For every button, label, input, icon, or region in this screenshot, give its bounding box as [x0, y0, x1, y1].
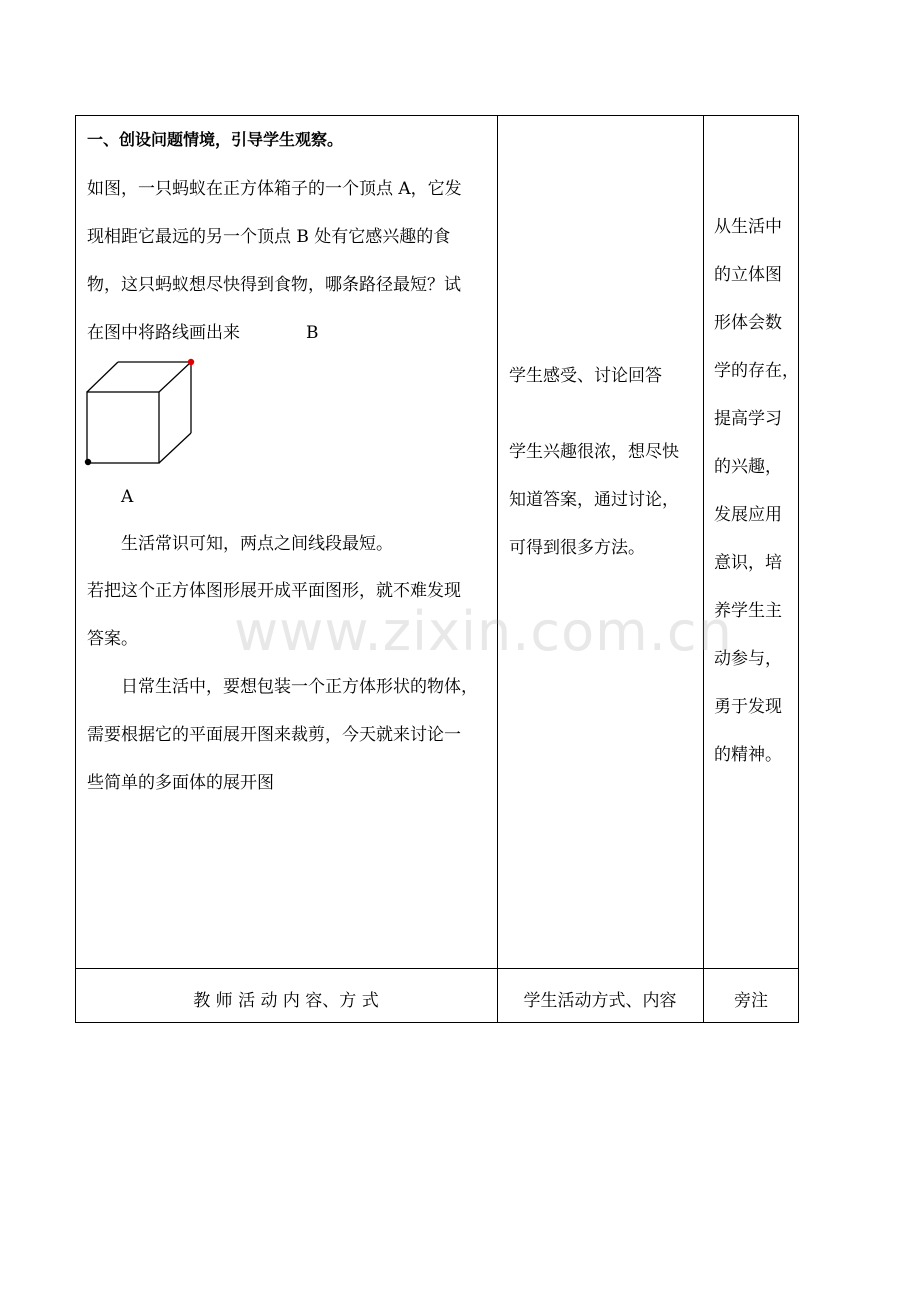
section-heading: 一、创设问题情境，引导学生观察。: [87, 130, 344, 149]
point-a-marker: [85, 459, 91, 465]
note-line-2: 的立体图: [714, 265, 782, 285]
footer-note-header: 旁注: [734, 990, 768, 1011]
column-divider-1: [497, 116, 498, 1022]
column-divider-2: [703, 116, 704, 1022]
student-response-2-line-3: 可得到很多方法。: [509, 538, 645, 558]
problem-line-1: 如图，一只蚂蚁在正方体箱子的一个顶点 A，它发: [87, 179, 462, 199]
note-line-11: 勇于发现: [714, 697, 782, 717]
point-b-marker: [188, 359, 194, 365]
lesson-table: [75, 115, 799, 1023]
student-response-2-line-2: 知道答案，通过讨论，: [509, 490, 679, 510]
problem-line-2: 现相距它最远的另一个顶点 B 处有它感兴趣的食: [87, 227, 451, 247]
point-b-label: B: [306, 323, 319, 343]
cube-diagram: [82, 357, 202, 469]
point-a-label: A: [121, 487, 134, 507]
note-line-10: 动参与，: [714, 649, 782, 669]
daily-line-3: 些简单的多面体的展开图: [87, 773, 274, 793]
problem-line-3: 物，这只蚂蚁想尽快得到食物，哪条路径最短？试: [87, 275, 461, 295]
note-line-7: 发展应用: [714, 505, 782, 525]
unfold-line-1: 若把这个正方体图形展开成平面图形，就不难发现: [87, 581, 461, 601]
student-response-2-line-1: 学生兴趣很浓，想尽快: [509, 442, 679, 462]
note-line-4: 学的存在，: [714, 361, 799, 381]
footer-divider: [76, 968, 798, 969]
daily-line-2: 需要根据它的平面展开图来裁剪，今天就来讨论一: [87, 725, 461, 745]
unfold-line-2: 答案。: [87, 629, 138, 649]
note-line-3: 形体会数: [714, 313, 782, 333]
note-line-9: 养学生主: [714, 601, 782, 621]
footer-student-header: 学生活动方式、内容: [523, 990, 677, 1011]
cube-edges: [87, 362, 191, 463]
problem-line-4: 在图中将路线画出来: [87, 323, 240, 343]
note-line-12: 的精神。: [714, 745, 782, 765]
watermark: www.zixin.com.cn: [234, 600, 733, 663]
daily-line-1: 日常生活中，要想包装一个正方体形状的物体，: [121, 677, 478, 697]
note-line-8: 意识，培: [714, 553, 782, 573]
common-sense-text: 生活常识可知，两点之间线段最短。: [121, 534, 393, 554]
footer-teacher-header: 教 师 活 动 内 容、方 式: [193, 990, 379, 1011]
note-line-6: 的兴趣，: [714, 457, 782, 477]
note-line-5: 提高学习: [714, 409, 782, 429]
note-line-1: 从生活中: [714, 217, 782, 237]
student-response-1: 学生感受、讨论回答: [509, 366, 662, 386]
